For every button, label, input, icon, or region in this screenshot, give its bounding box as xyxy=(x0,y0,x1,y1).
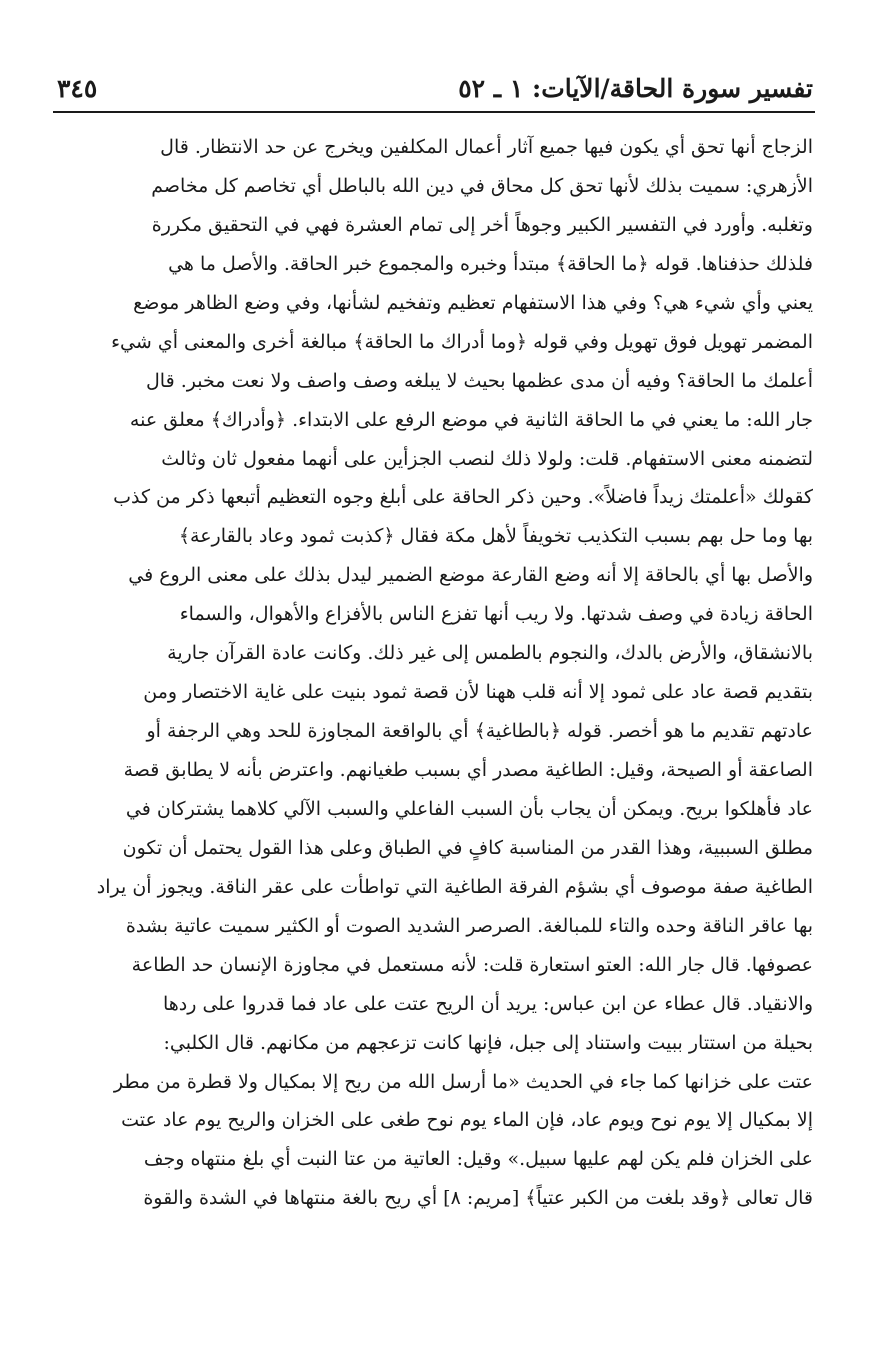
text-line: يعني وأي شيء هي؟ وفي هذا الاستفهام تعظيم وتفخيم لشأنها، وفي وضع الظاهر موضع xyxy=(133,291,813,314)
page-number: ٣٤٥ xyxy=(57,74,98,103)
text-line: عادتهم تقديم ما هو أخصر. قوله ﴿بالطاغية﴾ أي بالواقعة المجاوزة للحد وهي الرجفة أو xyxy=(146,720,813,743)
page-header xyxy=(55,70,813,108)
text-line: الزجاج أنها تحق أي يكون فيها جميع آثار أعمال المكلفين ويخرج عن حد الانتظار. قال xyxy=(160,136,813,158)
text-line: بها وما حل بهم بسبب التكذيب تخويفاً لأهل مكة فقال ﴿كذبت ثمود وعاد بالقارعة﴾ xyxy=(178,525,813,548)
text-line: بحيلة من استتار ببيت واستناد إلى جبل، فإنها كانت تزعجهم من مكانهم. قال الكلبي: xyxy=(163,1031,813,1054)
text-line: عصوفها. قال جار الله: العتو استعارة قلت: لأنه مستعمل في مجاوزة الإنسان حد الطاعة xyxy=(131,953,813,976)
text-line: قال تعالى ﴿وقد بلغت من الكبر عتياً﴾ [مريم: ٨] أي ريح بالغة منتهاها في الشدة والقوة xyxy=(143,1187,813,1210)
commentary-text xyxy=(55,128,813,1218)
text-line: الطاغية صفة موصوف أي بشؤم الفرقة الطاغية التي تواطأت على عقر الناقة. ويجوز أن يراد xyxy=(96,875,813,898)
text-line: لتضمنه معنى الاستفهام. قلت: ولولا ذلك لنصب الجزأين على أنهما مفعول ثان وثالث xyxy=(161,447,813,470)
text-line: إلا بمكيال إلا يوم نوح ويوم عاد، فإن الماء يوم نوح طغى على الخزان والريح يوم عاد عتت xyxy=(121,1109,813,1132)
text-line: بتقديم قصة عاد على ثمود إلا أنه قلب ههنا لأن قصة ثمود بنيت على غاية الاختصار ومن xyxy=(143,681,813,704)
text-line: بها عاقر الناقة وحده والتاء للمبالغة. الصرصر الشديد الصوت أو الكثير سميت عاتية بشدة xyxy=(125,914,813,937)
text-line: بالانشقاق، والأرض بالدك، والنجوم بالطمس إلى غير ذلك. وكانت عادة القرآن جارية xyxy=(167,642,813,665)
text-line: المضمر تهويل فوق تهويل وفي قوله ﴿وما أدراك ما الحاقة﴾ مبالغة أخرى والمعنى أي شيء xyxy=(111,330,813,353)
text-line: جار الله: ما يعني في ما الحاقة الثانية في موضع الرفع على الابتداء. ﴿وأدراك﴾ معلق عنه xyxy=(129,408,813,431)
text-line: والأصل بها أي بالحاقة إلا أنه وضع القارعة موضع الضمير ليدل بذلك على معنى الروع في xyxy=(128,564,813,587)
text-line: عاد فأهلكوا بريح. ويمكن أن يجاب بأن السبب الفاعلي والسبب الآلي كلاهما يشتركان في xyxy=(125,797,813,820)
text-line: الحاقة زيادة في وصف شدتها. ولا ريب أنها تفزع الناس بالأفزاع والأهوال، والسماء xyxy=(179,603,813,626)
text-line: على الخزان فلم يكن لهم عليها سبيل.» وقيل: العاتية من عتا النبت أي بلغ منتهاه وجف xyxy=(143,1148,813,1171)
text-line: الصاعقة أو الصيحة، وقيل: الطاغية مصدر أي بسبب طغيانهم. واعترض بأنه لا يطابق قصة xyxy=(123,759,813,781)
running-title: تفسير سورة الحاقة/الآيات: ١ ـ ٥٢ xyxy=(458,74,813,103)
text-line: وتغلبه. وأورد في التفسير الكبير وجوهاً أخر إلى تمام العشرة فهي في التحقيق مكررة xyxy=(151,213,813,236)
text-line: عتت على خزانها كما جاء في الحديث «ما أرسل الله من ريح إلا بمكيال ولا قطرة من مطر xyxy=(113,1070,813,1093)
text-line: أعلمك ما الحاقة؟ وفيه أن مدى عظمها بحيث لا يبلغه وصف واصف ولا نعت مخبر. قال xyxy=(146,369,813,392)
text-line: الأزهري: سميت بذلك لأنها تحق كل محاق في دين الله بالباطل أي تخاصم كل مخاصم xyxy=(151,174,813,197)
text-line: كقولك «أعلمتك زيداً فاضلاً». وحين ذكر الحاقة على أبلغ وجوه التعظيم أتبعها ذكر من كذب xyxy=(113,486,813,509)
header-divider xyxy=(53,111,815,113)
text-line: فلذلك حذفناها. قوله ﴿ما الحاقة﴾ مبتدأ وخبره والمجموع خبر الحاقة. والأصل ما هي xyxy=(168,252,813,275)
text-line: والانقياد. قال عطاء عن ابن عباس: يريد أن الريح عتت على عاد فما قدروا على ردها xyxy=(162,992,813,1015)
text-line: مطلق السببية، وهذا القدر من المناسبة كافٍ في الطباق وعلى هذا القول يحتمل أن تكون xyxy=(122,836,813,859)
